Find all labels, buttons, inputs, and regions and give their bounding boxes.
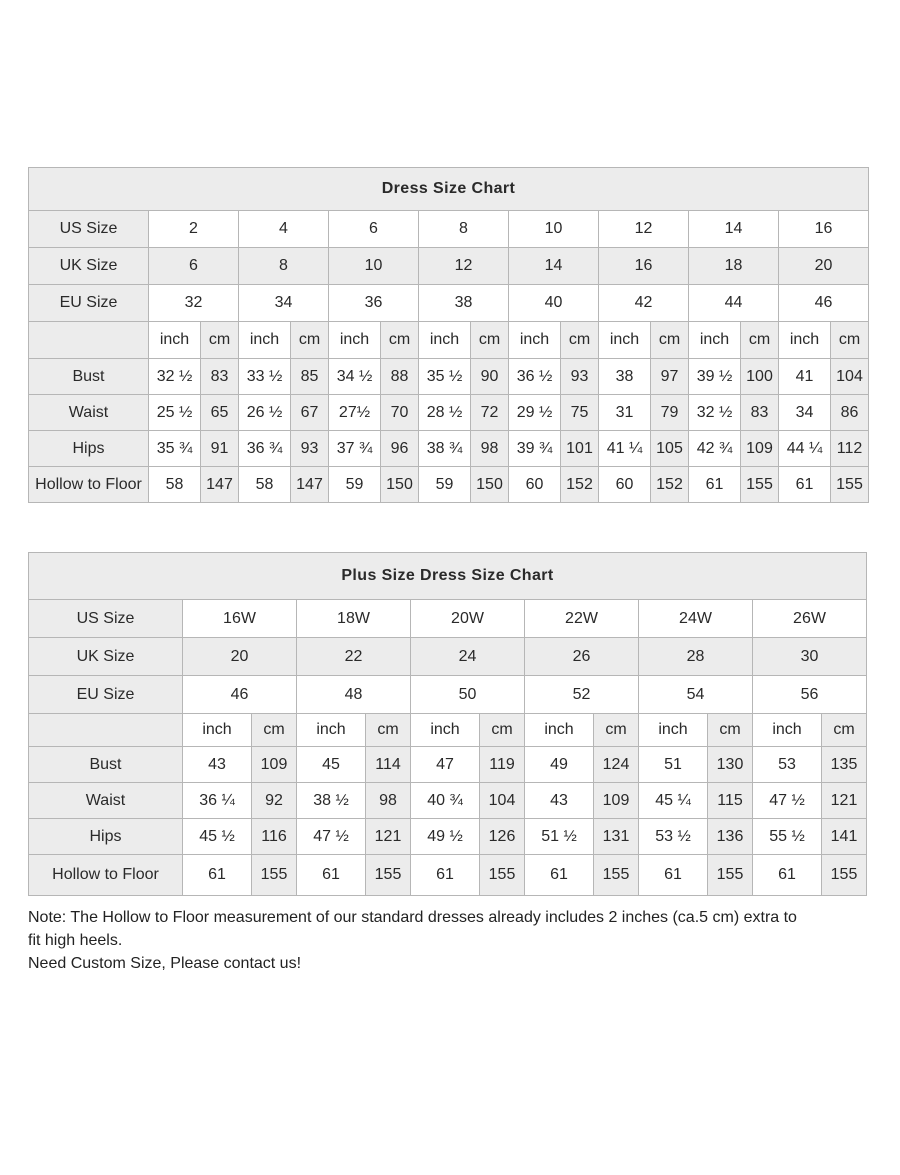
measure-value-cm: 116 <box>252 819 297 855</box>
unit-header-inch: inch <box>689 322 741 359</box>
size-value-cell: 30 <box>753 638 867 676</box>
size-value-cell: 16W <box>183 600 297 638</box>
measure-value-cm: 136 <box>708 819 753 855</box>
measure-value-cm: 155 <box>822 855 867 896</box>
size-value-cell: 2 <box>149 211 239 248</box>
size-value-cell: 34 <box>239 285 329 322</box>
plus-size-dress-size-chart-table <box>28 552 867 896</box>
unit-header-inch: inch <box>779 322 831 359</box>
measure-value-cm: 155 <box>741 467 779 503</box>
unit-header-inch: inch <box>297 714 366 747</box>
measure-value-cm: 121 <box>366 819 411 855</box>
measure-value-cm: 109 <box>594 783 639 819</box>
measure-value-cm: 131 <box>594 819 639 855</box>
measure-value-inch: 60 <box>599 467 651 503</box>
measure-value-cm: 152 <box>561 467 599 503</box>
measure-value-inch: 34 ½ <box>329 359 381 395</box>
unit-header-cm: cm <box>291 322 329 359</box>
measure-value-inch: 58 <box>239 467 291 503</box>
measure-value-cm: 105 <box>651 431 689 467</box>
unit-header-cm: cm <box>594 714 639 747</box>
notes <box>28 906 797 975</box>
unit-header-cm: cm <box>201 322 239 359</box>
measure-value-inch: 47 ½ <box>753 783 822 819</box>
row-label-hollow-to-floor: Hollow to Floor <box>29 467 149 503</box>
measure-value-cm: 121 <box>822 783 867 819</box>
size-value-cell: 26 <box>525 638 639 676</box>
size-value-cell: 52 <box>525 676 639 714</box>
size-value-cell: 12 <box>599 211 689 248</box>
measure-value-inch: 61 <box>297 855 366 896</box>
unit-header-inch: inch <box>149 322 201 359</box>
measure-value-inch: 32 ½ <box>689 395 741 431</box>
size-value-cell: 44 <box>689 285 779 322</box>
row-label-us-size: US Size <box>29 600 183 638</box>
unit-header-inch: inch <box>639 714 708 747</box>
size-value-cell: 16 <box>599 248 689 285</box>
measure-value-cm: 88 <box>381 359 419 395</box>
measure-value-inch: 33 ½ <box>239 359 291 395</box>
measure-value-inch: 36 ¾ <box>239 431 291 467</box>
measure-value-inch: 61 <box>411 855 480 896</box>
measure-value-inch: 51 <box>639 747 708 783</box>
measure-value-inch: 45 ¼ <box>639 783 708 819</box>
size-value-cell: 28 <box>639 638 753 676</box>
measure-value-inch: 51 ½ <box>525 819 594 855</box>
measure-value-cm: 152 <box>651 467 689 503</box>
measure-value-cm: 79 <box>651 395 689 431</box>
unit-header-inch: inch <box>329 322 381 359</box>
size-value-cell: 18W <box>297 600 411 638</box>
measure-value-inch: 35 ¾ <box>149 431 201 467</box>
measure-value-inch: 61 <box>525 855 594 896</box>
measure-value-cm: 155 <box>252 855 297 896</box>
measure-value-cm: 155 <box>480 855 525 896</box>
size-value-cell: 56 <box>753 676 867 714</box>
measure-value-inch: 43 <box>183 747 252 783</box>
size-value-cell: 26W <box>753 600 867 638</box>
unit-header-inch: inch <box>419 322 471 359</box>
measure-value-inch: 47 <box>411 747 480 783</box>
measure-value-cm: 124 <box>594 747 639 783</box>
measure-value-cm: 70 <box>381 395 419 431</box>
measure-value-cm: 119 <box>480 747 525 783</box>
measure-value-cm: 85 <box>291 359 329 395</box>
measure-value-inch: 41 ¼ <box>599 431 651 467</box>
unit-header-cm: cm <box>651 322 689 359</box>
row-label-eu-size: EU Size <box>29 285 149 322</box>
row-label-uk-size: UK Size <box>29 248 149 285</box>
size-value-cell: 32 <box>149 285 239 322</box>
row-label-waist: Waist <box>29 395 149 431</box>
measure-value-inch: 55 ½ <box>753 819 822 855</box>
measure-value-inch: 35 ½ <box>419 359 471 395</box>
size-value-cell: 54 <box>639 676 753 714</box>
measure-value-inch: 37 ¾ <box>329 431 381 467</box>
measure-value-cm: 109 <box>741 431 779 467</box>
size-value-cell: 38 <box>419 285 509 322</box>
unit-header-cm: cm <box>561 322 599 359</box>
unit-header-inch: inch <box>599 322 651 359</box>
unit-header-cm: cm <box>366 714 411 747</box>
note-line-1: Note: The Hollow to Floor measurement of our standard dresses already includes 2 inches (ca.5 cm) extra to <box>28 909 797 926</box>
row-label-us-size: US Size <box>29 211 149 248</box>
unit-header-cm: cm <box>741 322 779 359</box>
measure-value-inch: 61 <box>779 467 831 503</box>
measure-value-cm: 67 <box>291 395 329 431</box>
measure-value-inch: 43 <box>525 783 594 819</box>
row-label-uk-size: UK Size <box>29 638 183 676</box>
measure-value-inch: 60 <box>509 467 561 503</box>
size-value-cell: 20 <box>183 638 297 676</box>
measure-value-inch: 61 <box>753 855 822 896</box>
unit-header-cm: cm <box>471 322 509 359</box>
measure-value-inch: 39 ½ <box>689 359 741 395</box>
size-value-cell: 50 <box>411 676 525 714</box>
measure-value-cm: 155 <box>831 467 869 503</box>
measure-value-cm: 65 <box>201 395 239 431</box>
measure-value-inch: 45 ½ <box>183 819 252 855</box>
unit-header-inch: inch <box>753 714 822 747</box>
measure-value-cm: 93 <box>561 359 599 395</box>
measure-value-cm: 150 <box>471 467 509 503</box>
size-value-cell: 6 <box>149 248 239 285</box>
size-value-cell: 22W <box>525 600 639 638</box>
row-label-hips: Hips <box>29 819 183 855</box>
measure-value-inch: 32 ½ <box>149 359 201 395</box>
measure-value-inch: 53 ½ <box>639 819 708 855</box>
measure-value-cm: 130 <box>708 747 753 783</box>
row-label-bust: Bust <box>29 359 149 395</box>
measure-value-cm: 91 <box>201 431 239 467</box>
measure-value-cm: 150 <box>381 467 419 503</box>
size-value-cell: 24W <box>639 600 753 638</box>
measure-value-cm: 90 <box>471 359 509 395</box>
measure-value-inch: 59 <box>419 467 471 503</box>
measure-value-cm: 96 <box>381 431 419 467</box>
row-label-hips: Hips <box>29 431 149 467</box>
measure-value-cm: 141 <box>822 819 867 855</box>
measure-value-cm: 101 <box>561 431 599 467</box>
size-value-cell: 8 <box>239 248 329 285</box>
measure-value-cm: 147 <box>201 467 239 503</box>
measure-value-cm: 135 <box>822 747 867 783</box>
unit-header-inch: inch <box>183 714 252 747</box>
measure-value-inch: 38 ½ <box>297 783 366 819</box>
size-value-cell: 42 <box>599 285 689 322</box>
measure-value-cm: 155 <box>366 855 411 896</box>
size-value-cell: 10 <box>509 211 599 248</box>
note-line-3: Need Custom Size, Please contact us! <box>28 955 302 972</box>
measure-value-inch: 42 ¾ <box>689 431 741 467</box>
measure-value-inch: 47 ½ <box>297 819 366 855</box>
size-value-cell: 20 <box>779 248 869 285</box>
measure-value-inch: 36 ½ <box>509 359 561 395</box>
measure-value-inch: 58 <box>149 467 201 503</box>
size-value-cell: 24 <box>411 638 525 676</box>
row-label-waist: Waist <box>29 783 183 819</box>
unit-header-cm: cm <box>381 322 419 359</box>
measure-value-cm: 104 <box>831 359 869 395</box>
unit-header-cm: cm <box>831 322 869 359</box>
unit-header-cm: cm <box>708 714 753 747</box>
measure-value-cm: 109 <box>252 747 297 783</box>
size-value-cell: 14 <box>689 211 779 248</box>
measure-value-cm: 83 <box>741 395 779 431</box>
measure-value-cm: 72 <box>471 395 509 431</box>
measure-value-cm: 126 <box>480 819 525 855</box>
measure-value-inch: 61 <box>183 855 252 896</box>
measure-value-cm: 147 <box>291 467 329 503</box>
measure-value-cm: 104 <box>480 783 525 819</box>
note-line-2: fit high heels. <box>28 932 123 949</box>
measure-value-cm: 98 <box>471 431 509 467</box>
size-value-cell: 46 <box>183 676 297 714</box>
size-value-cell: 40 <box>509 285 599 322</box>
size-value-cell: 46 <box>779 285 869 322</box>
measure-value-cm: 112 <box>831 431 869 467</box>
size-value-cell: 48 <box>297 676 411 714</box>
measure-value-cm: 83 <box>201 359 239 395</box>
measure-value-inch: 53 <box>753 747 822 783</box>
table-title: Dress Size Chart <box>29 168 869 211</box>
size-value-cell: 4 <box>239 211 329 248</box>
measure-value-inch: 44 ¼ <box>779 431 831 467</box>
row-label-eu-size: EU Size <box>29 676 183 714</box>
corner-cell <box>29 322 149 359</box>
row-label-hollow-to-floor: Hollow to Floor <box>29 855 183 896</box>
measure-value-inch: 34 <box>779 395 831 431</box>
size-value-cell: 22 <box>297 638 411 676</box>
size-value-cell: 20W <box>411 600 525 638</box>
measure-value-inch: 39 ¾ <box>509 431 561 467</box>
measure-value-inch: 61 <box>689 467 741 503</box>
size-table <box>28 552 867 896</box>
measure-value-inch: 28 ½ <box>419 395 471 431</box>
measure-value-inch: 38 ¾ <box>419 431 471 467</box>
measure-value-inch: 38 <box>599 359 651 395</box>
measure-value-cm: 100 <box>741 359 779 395</box>
unit-header-cm: cm <box>822 714 867 747</box>
measure-value-cm: 75 <box>561 395 599 431</box>
unit-header-inch: inch <box>509 322 561 359</box>
size-value-cell: 16 <box>779 211 869 248</box>
measure-value-cm: 155 <box>708 855 753 896</box>
size-value-cell: 12 <box>419 248 509 285</box>
unit-header-cm: cm <box>252 714 297 747</box>
unit-header-inch: inch <box>525 714 594 747</box>
size-value-cell: 36 <box>329 285 419 322</box>
measure-value-inch: 59 <box>329 467 381 503</box>
measure-value-cm: 93 <box>291 431 329 467</box>
measure-value-inch: 49 ½ <box>411 819 480 855</box>
size-value-cell: 14 <box>509 248 599 285</box>
measure-value-cm: 98 <box>366 783 411 819</box>
size-value-cell: 6 <box>329 211 419 248</box>
measure-value-inch: 26 ½ <box>239 395 291 431</box>
unit-header-inch: inch <box>239 322 291 359</box>
measure-value-inch: 31 <box>599 395 651 431</box>
measure-value-inch: 25 ½ <box>149 395 201 431</box>
dress-size-chart-table <box>28 167 869 503</box>
size-table <box>28 167 869 503</box>
measure-value-cm: 114 <box>366 747 411 783</box>
measure-value-inch: 29 ½ <box>509 395 561 431</box>
measure-value-cm: 155 <box>594 855 639 896</box>
measure-value-inch: 41 <box>779 359 831 395</box>
size-value-cell: 18 <box>689 248 779 285</box>
unit-header-inch: inch <box>411 714 480 747</box>
row-label-bust: Bust <box>29 747 183 783</box>
measure-value-inch: 27½ <box>329 395 381 431</box>
unit-header-cm: cm <box>480 714 525 747</box>
measure-value-cm: 115 <box>708 783 753 819</box>
table-title: Plus Size Dress Size Chart <box>29 553 867 600</box>
measure-value-cm: 97 <box>651 359 689 395</box>
measure-value-inch: 49 <box>525 747 594 783</box>
measure-value-inch: 45 <box>297 747 366 783</box>
corner-cell <box>29 714 183 747</box>
measure-value-inch: 40 ¾ <box>411 783 480 819</box>
measure-value-cm: 86 <box>831 395 869 431</box>
size-value-cell: 10 <box>329 248 419 285</box>
measure-value-inch: 61 <box>639 855 708 896</box>
measure-value-inch: 36 ¼ <box>183 783 252 819</box>
size-value-cell: 8 <box>419 211 509 248</box>
measure-value-cm: 92 <box>252 783 297 819</box>
